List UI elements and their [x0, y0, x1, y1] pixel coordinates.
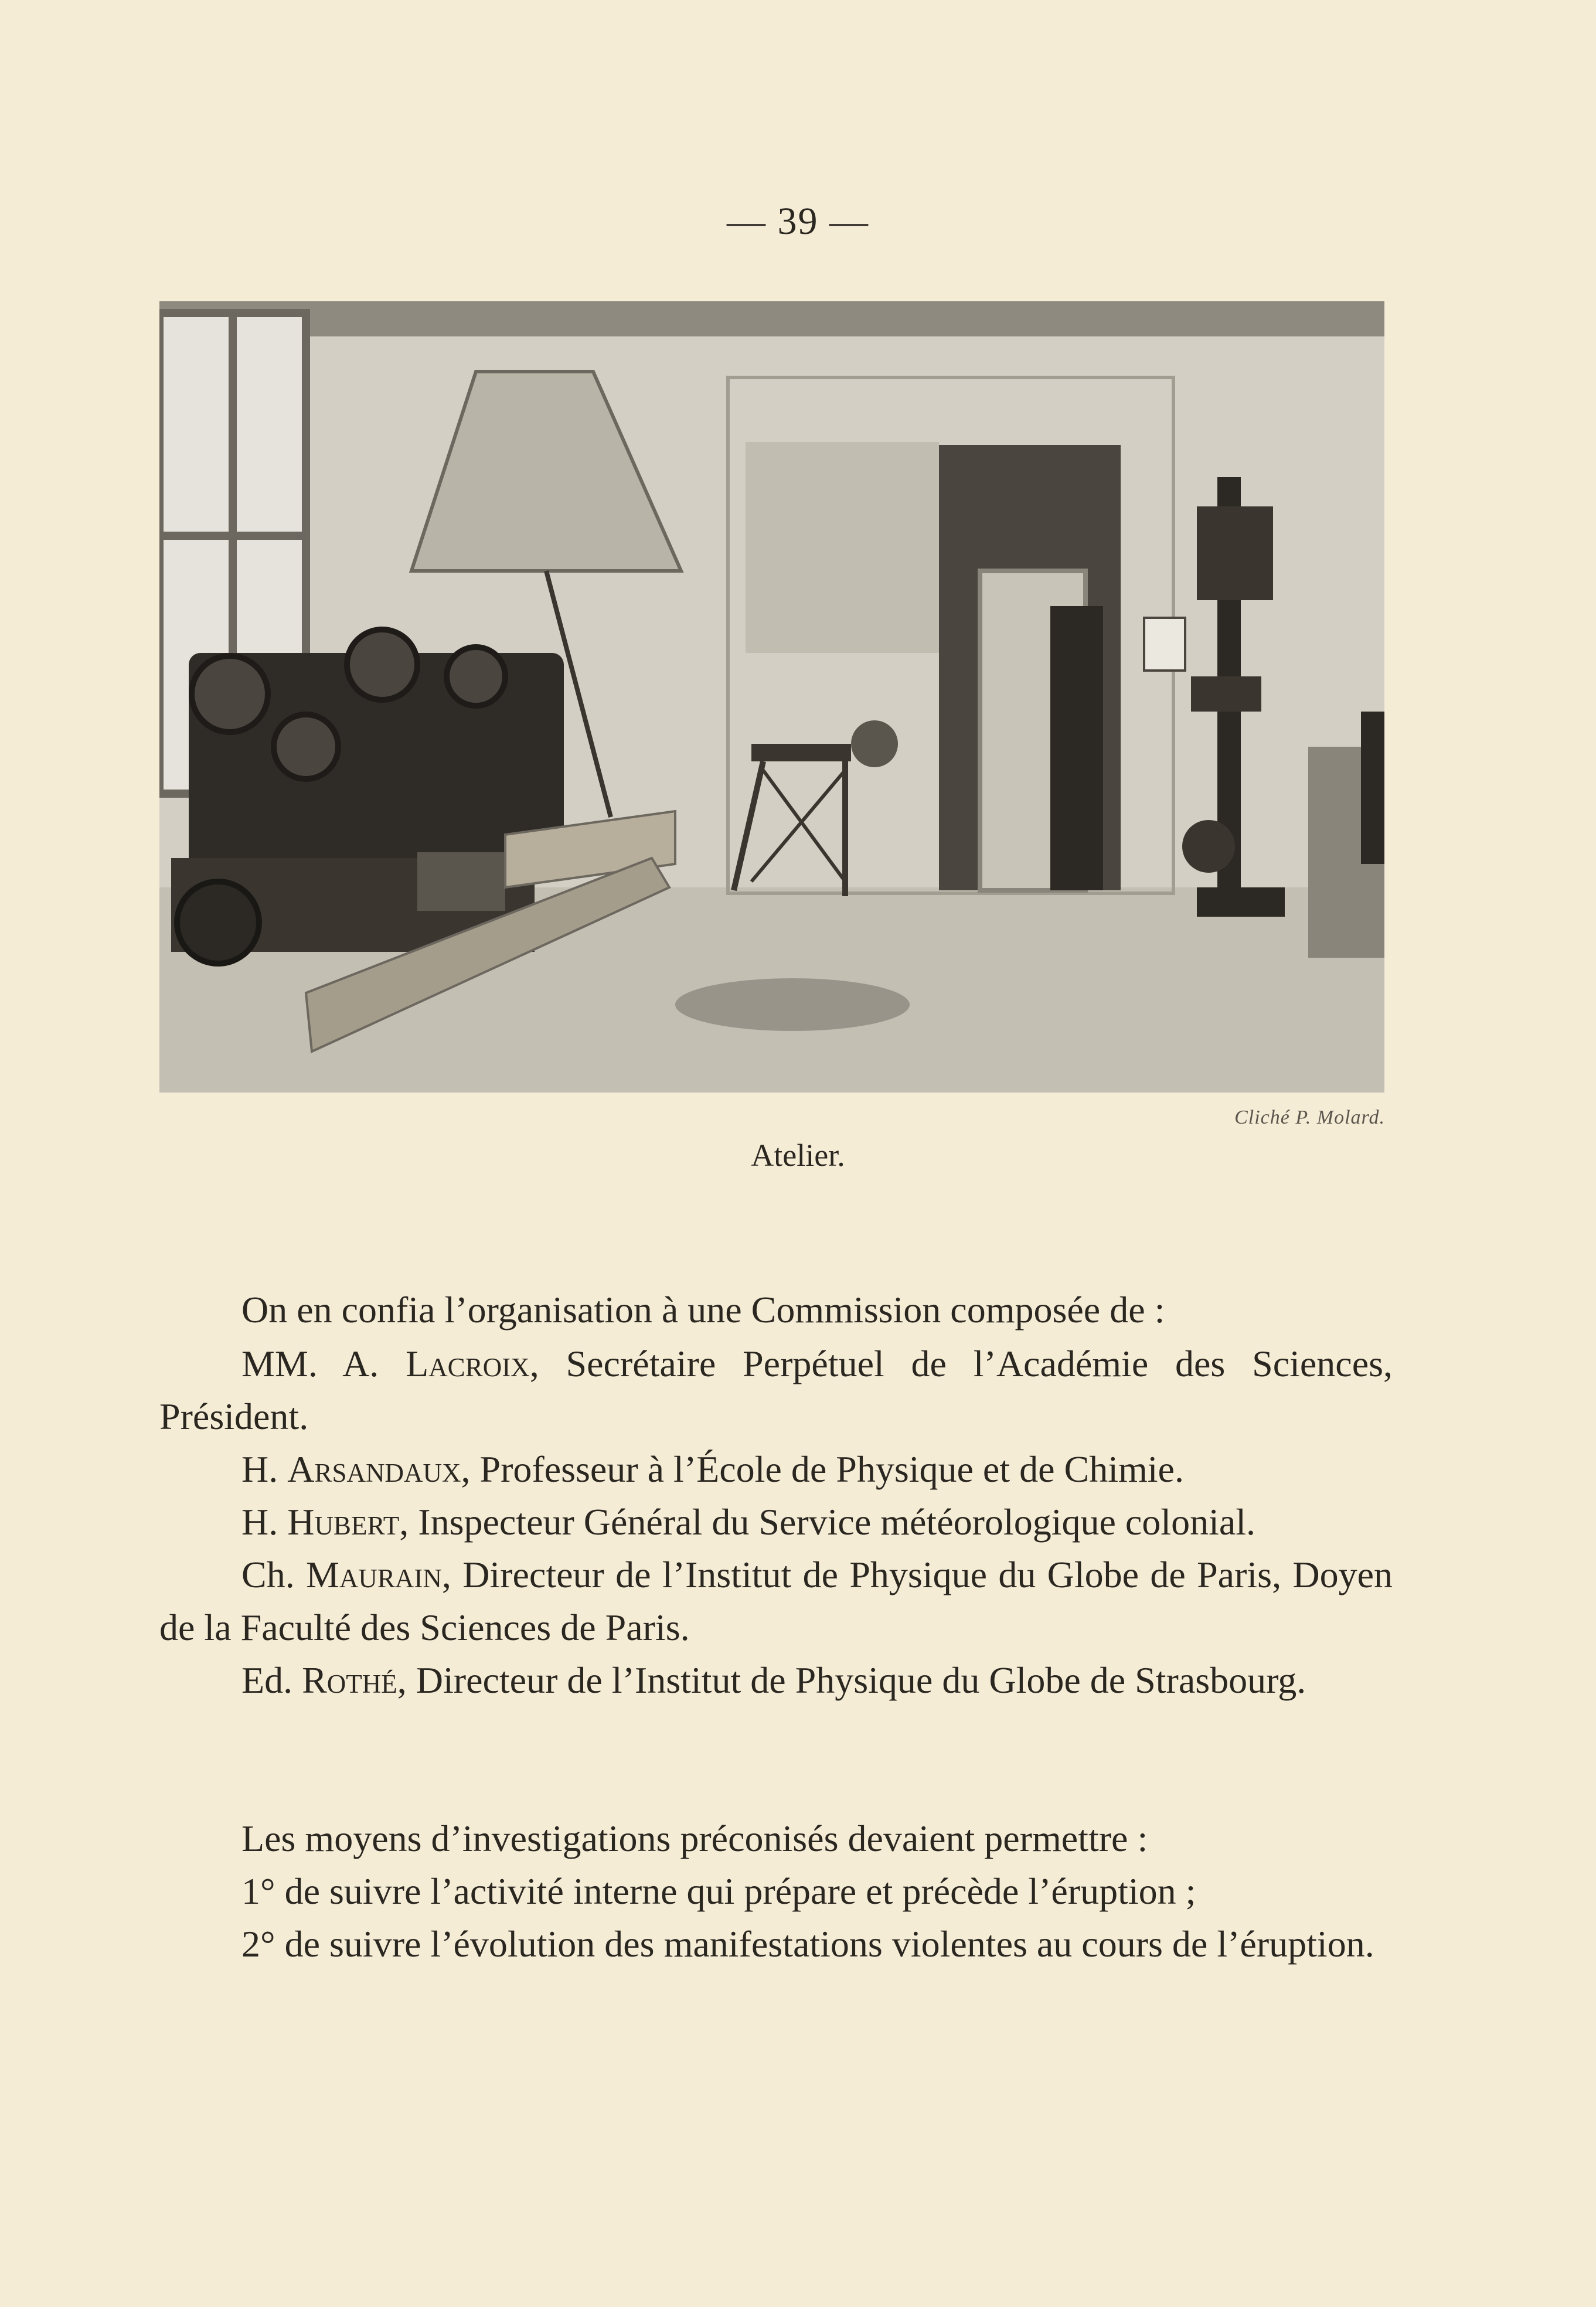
- member-role: , Directeur de l’Institut de Physique du Globe de Paris, Doyen de la Faculté des Sciences de Paris.: [159, 1554, 1393, 1648]
- member-name: Lacroix: [406, 1343, 530, 1384]
- member-rothe: [159, 1654, 1393, 1707]
- member-name: Hubert: [287, 1501, 400, 1543]
- member-name: Maurain: [306, 1554, 442, 1595]
- member-name: Arsandaux: [287, 1448, 461, 1490]
- member-role: , Secrétaire Perpétuel de l’Académie des Sciences, Président.: [159, 1343, 1393, 1437]
- page-number: — 39 —: [727, 200, 869, 243]
- member-role: , Directeur de l’Institut de Physique du Globe de Strasbourg.: [397, 1659, 1306, 1701]
- workshop-photo-drawing: [159, 301, 1384, 1093]
- member-title: Ed.: [241, 1659, 302, 1701]
- member-role: , Inspecteur Général du Service météorologique colonial.: [399, 1501, 1256, 1543]
- member-name: Rothé: [302, 1659, 397, 1701]
- member-arsandaux: [159, 1443, 1393, 1496]
- photo-credit: Cliché P. Molard.: [1234, 1107, 1385, 1128]
- photo-caption: Atelier.: [751, 1138, 845, 1173]
- member-maurain: [159, 1549, 1393, 1654]
- means-paragraph: Les moyens d’investigations préconisés devaient permettre :: [241, 1818, 1148, 1859]
- member-title: H.: [241, 1448, 288, 1490]
- member-role: , Professeur à l’École de Physique et de Chimie.: [461, 1448, 1184, 1490]
- means-item-1: 1° de suivre l’activité interne qui prépare et précède l’éruption ;: [241, 1870, 1196, 1912]
- means-item-2: 2° de suivre l’évolution des manifestations violentes au cours de l’éruption.: [241, 1923, 1374, 1965]
- member-title: H.: [241, 1501, 288, 1543]
- member-title: MM. A.: [241, 1343, 406, 1384]
- member-lacroix: [159, 1338, 1393, 1443]
- member-hubert: [159, 1496, 1393, 1549]
- intro-paragraph: On en confia l’organisation à une Commission composée de :: [241, 1289, 1165, 1331]
- workshop-photo: [159, 301, 1384, 1093]
- member-title: Ch.: [241, 1554, 306, 1595]
